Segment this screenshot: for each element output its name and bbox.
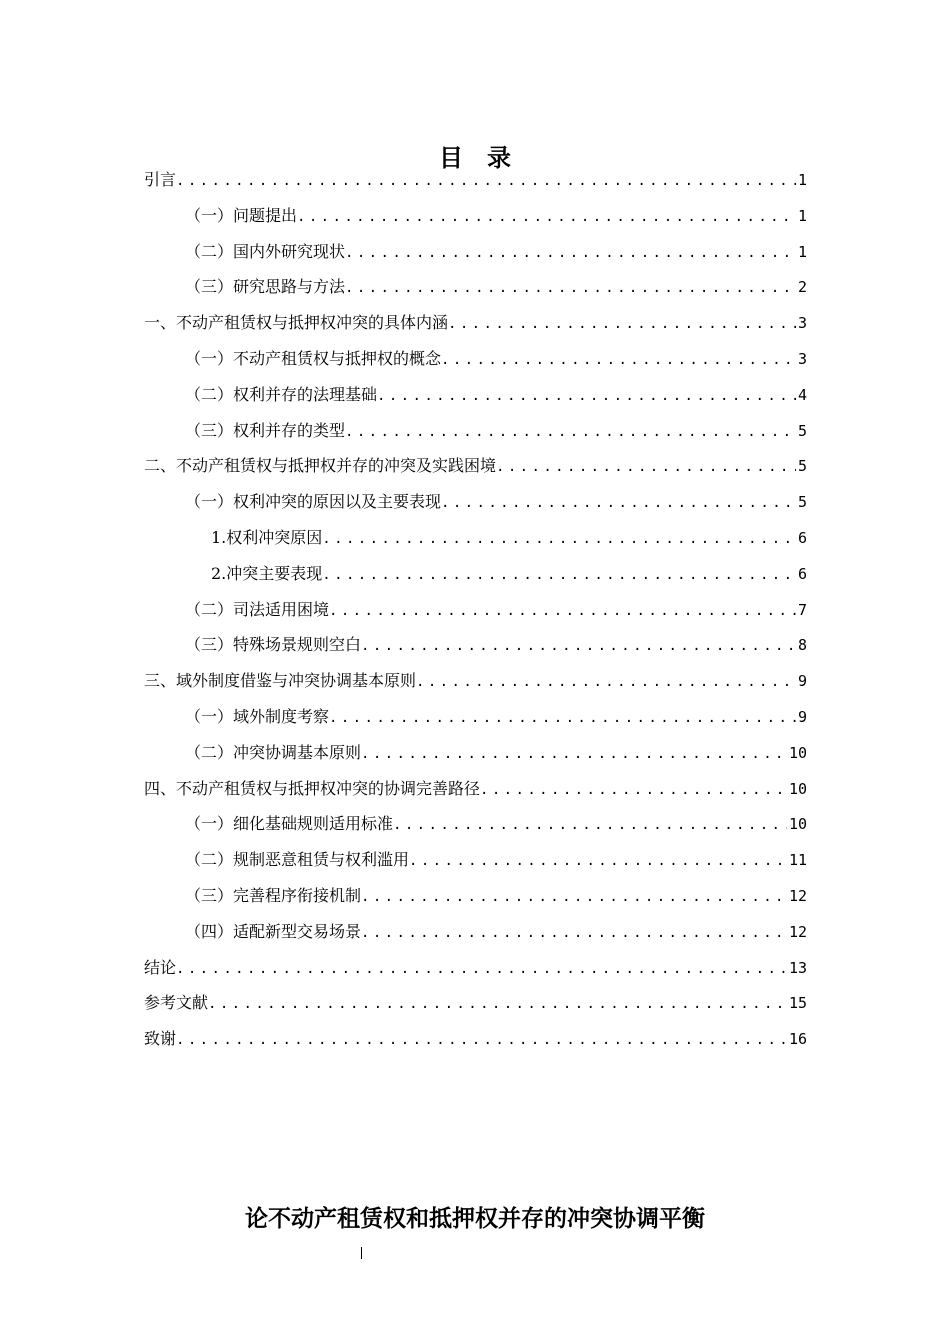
toc-entry[interactable] xyxy=(144,771,807,807)
toc-leader-dots xyxy=(176,163,796,199)
toc-entry-page-number: 8 xyxy=(797,636,807,655)
toc-entry[interactable] xyxy=(144,592,807,628)
toc-entry[interactable] xyxy=(144,269,807,305)
toc-entry-page-number: 5 xyxy=(797,457,807,476)
toc-entry-label: （一）域外制度考察 xyxy=(185,706,330,726)
toc-leader-dots xyxy=(345,235,796,271)
toc-leader-dots xyxy=(496,449,796,485)
toc-entry-label: 一、不动产租赁权与抵押权冲突的具体内涵 xyxy=(144,313,449,333)
toc-leader-dots xyxy=(441,485,796,521)
toc-entry[interactable] xyxy=(144,413,807,449)
toc-entry-label: 致谢 xyxy=(144,1029,177,1049)
toc-entry[interactable] xyxy=(144,985,807,1021)
toc-entry[interactable] xyxy=(144,878,807,914)
toc-entry-page-number: 16 xyxy=(788,1030,807,1049)
toc-entry-page-number: 5 xyxy=(797,493,807,512)
toc-entry[interactable] xyxy=(144,806,807,842)
toc-entry-label: （一）权利冲突的原因以及主要表现 xyxy=(185,492,442,512)
toc-entry-label: （二）权利并存的法理基础 xyxy=(185,384,378,404)
toc-entry-label: 三、域外制度借鉴与冲突协调基本原则 xyxy=(144,671,417,691)
toc-entry-label: （一）不动产租赁权与抵押权的概念 xyxy=(185,348,442,368)
toc-leader-dots xyxy=(208,986,787,1022)
toc-entry[interactable] xyxy=(144,341,807,377)
toc-leader-dots xyxy=(393,807,787,843)
toc-entry-page-number: 15 xyxy=(788,994,807,1013)
toc-leader-dots xyxy=(176,1022,787,1058)
toc-leader-dots xyxy=(409,843,787,879)
toc-entry[interactable] xyxy=(144,234,807,270)
paper-title: 论不动产租赁权和抵押权并存的冲突协调平衡 xyxy=(245,1205,705,1233)
toc-entry-page-number: 11 xyxy=(788,851,807,870)
toc-leader-dots xyxy=(361,628,796,664)
toc-entry-label: （三）研究思路与方法 xyxy=(185,277,346,297)
toc-entry-page-number: 5 xyxy=(797,421,807,440)
toc-leader-dots xyxy=(361,915,787,951)
toc-leader-dots xyxy=(297,199,796,235)
toc-entry-page-number: 13 xyxy=(788,958,807,977)
toc-leader-dots xyxy=(361,736,787,772)
toc-entry-label: 1.权利冲突原因 xyxy=(211,527,323,547)
toc-leader-dots xyxy=(480,772,787,808)
toc-entry[interactable] xyxy=(144,699,807,735)
toc-entry-page-number: 9 xyxy=(797,672,807,691)
toc-leader-dots xyxy=(361,879,787,915)
toc-entry-label: （四）适配新型交易场景 xyxy=(185,921,362,941)
toc-entry-label: 四、不动产租赁权与抵押权冲突的协调完善路径 xyxy=(144,778,481,798)
table-of-contents xyxy=(144,162,807,1057)
toc-entry-label: 2.冲突主要表现 xyxy=(211,563,323,583)
toc-entry[interactable] xyxy=(144,842,807,878)
toc-entry[interactable] xyxy=(144,1021,807,1057)
toc-entry-label: （二）司法适用困境 xyxy=(185,599,330,619)
toc-entry-page-number: 1 xyxy=(797,171,807,189)
toc-entry-page-number: 10 xyxy=(788,743,807,762)
toc-entry[interactable] xyxy=(144,627,807,663)
toc-entry[interactable] xyxy=(144,484,807,520)
toc-heading: 目 录 xyxy=(439,143,511,173)
toc-entry-label: （二）国内外研究现状 xyxy=(185,241,346,261)
toc-leader-dots xyxy=(329,593,796,629)
toc-entry-page-number: 1 xyxy=(797,206,807,225)
toc-leader-dots xyxy=(176,951,787,987)
toc-entry[interactable] xyxy=(144,448,807,484)
text-cursor-mark xyxy=(361,1247,362,1259)
toc-entry-page-number: 1 xyxy=(797,242,807,261)
toc-entry-page-number: 7 xyxy=(797,600,807,619)
toc-entry-label: 二、不动产租赁权与抵押权并存的冲突及实践困境 xyxy=(144,456,497,476)
toc-entry-page-number: 10 xyxy=(788,779,807,798)
toc-entry[interactable] xyxy=(144,520,807,556)
toc-leader-dots xyxy=(448,306,796,342)
toc-entry[interactable] xyxy=(144,735,807,771)
toc-entry-page-number: 12 xyxy=(788,886,807,905)
toc-leader-dots xyxy=(441,342,796,378)
toc-entry-page-number: 6 xyxy=(797,528,807,547)
toc-entry-label: （三）权利并存的类型 xyxy=(185,420,346,440)
toc-entry-label: （二）规制恶意租赁与权利滥用 xyxy=(185,850,410,870)
toc-entry[interactable] xyxy=(144,914,807,950)
toc-entry-label: （一）问题提出 xyxy=(185,205,298,225)
toc-entry[interactable] xyxy=(144,950,807,986)
toc-entry-page-number: 9 xyxy=(797,707,807,726)
toc-entry-label: （三）特殊场景规则空白 xyxy=(185,635,362,655)
toc-entry-page-number: 3 xyxy=(797,314,807,333)
toc-entry-label: （二）冲突协调基本原则 xyxy=(185,742,362,762)
toc-leader-dots xyxy=(345,270,796,306)
toc-leader-dots xyxy=(416,664,796,700)
toc-entry[interactable] xyxy=(144,162,807,198)
toc-leader-dots xyxy=(329,700,796,736)
toc-entry[interactable] xyxy=(144,198,807,234)
toc-entry-page-number: 10 xyxy=(788,815,807,834)
toc-entry-label: 结论 xyxy=(144,957,177,977)
toc-leader-dots xyxy=(322,521,796,557)
toc-entry-page-number: 6 xyxy=(797,564,807,583)
toc-entry-label: （三）完善程序衔接机制 xyxy=(185,885,362,905)
toc-leader-dots xyxy=(322,557,796,593)
toc-leader-dots xyxy=(345,414,796,450)
toc-entry[interactable] xyxy=(144,663,807,699)
toc-entry[interactable] xyxy=(144,377,807,413)
toc-entry-label: （一）细化基础规则适用标准 xyxy=(185,814,394,834)
toc-entry-page-number: 12 xyxy=(788,922,807,941)
toc-entry-page-number: 4 xyxy=(797,385,807,404)
toc-entry-label: 引言 xyxy=(144,170,177,189)
toc-entry[interactable] xyxy=(144,305,807,341)
toc-entry[interactable] xyxy=(144,556,807,592)
toc-leader-dots xyxy=(377,378,796,414)
toc-entry-label: 参考文献 xyxy=(144,993,209,1013)
toc-entry-page-number: 3 xyxy=(797,349,807,368)
toc-entry-page-number: 2 xyxy=(797,278,807,297)
